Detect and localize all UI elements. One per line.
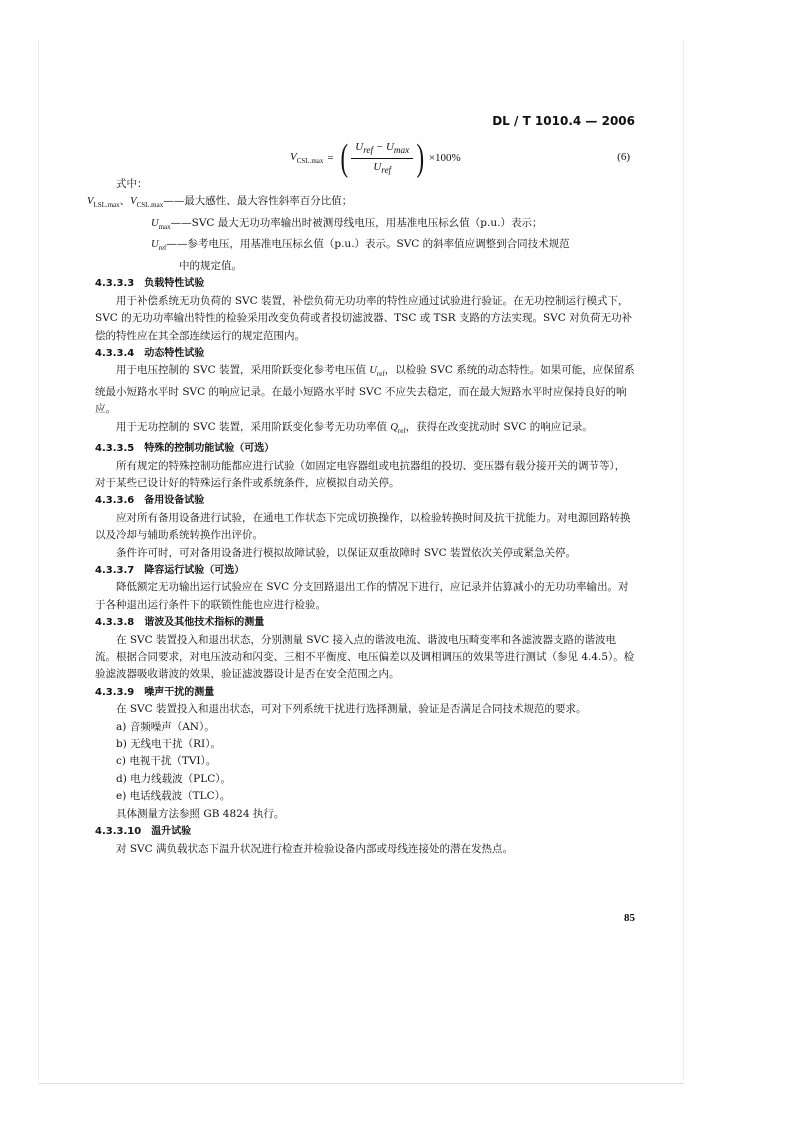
heading-4-3-3-3: 4.3.3.3 负载特性试验 xyxy=(95,278,205,290)
formula-lhs: $V_{CSL.max}$ xyxy=(290,150,324,166)
slope-formula xyxy=(290,136,461,180)
formula-equals: = xyxy=(327,152,334,164)
definition-umax-text: ——SVC 最大无功功率输出时被测母线电压，用基准电压标幺值（p.u.）表示； xyxy=(170,216,543,229)
definition-slope: $V_{LSL.max}$ 、 $V_{CSL.max}$ ——最大感性、最大容性斜率百分比值； xyxy=(87,193,635,215)
heading-4-3-3-7: 4.3.3.7 降容运行试验（可选） xyxy=(95,565,245,576)
equation-number: (6) xyxy=(617,151,630,163)
heading-4-3-3-4: 4.3.3.4 动态特性试验 xyxy=(95,347,205,359)
where-intro: 式中： xyxy=(116,178,148,190)
para-4-3-3-5: 所有规定的特殊控制功能都应进行试验（如固定电容器组或电抗器组的投切、变压器有载分接开关的调节等），对于某些已设计好的特殊运行条件或系统条件，应模拟自动关停。 xyxy=(95,459,626,489)
formula-fraction xyxy=(351,141,413,174)
para-4-3-3-9: 在 SVC 装置投入和退出状态，可对下列系统干扰进行选择测量，验证是否满足合同技术规范的要求。 xyxy=(116,703,587,716)
standard-number: DL / T 1010.4 — 2006 xyxy=(492,114,635,128)
scan-edge-left xyxy=(38,40,39,1080)
para-4-3-3-7: 降低额定无功输出运行试验应在 SVC 分支回路退出工作的情况下进行，应记录并估算减小的无功功率输出。对于各种退出运行条件下的联锁性能也应进行检验。 xyxy=(95,581,629,611)
definition-uref-text: ——参考电压，用基准电压标幺值（p.u.）表示。SVC 的斜率值应调整到合同技术规范 xyxy=(166,238,570,251)
heading-4-3-3-8: 4.3.3.8 谐波及其他技术指标的测量 xyxy=(95,617,265,629)
list-item: b) 无线电干扰（RI）。 xyxy=(116,738,221,751)
formula-open-paren: ( xyxy=(340,137,348,179)
definition-slope-text: ——最大感性、最大容性斜率百分比值； xyxy=(163,195,353,208)
formula-numerator: $U_{ref} - U_{max}$ xyxy=(351,141,413,158)
list-item: a) 音频噪声（AN）。 xyxy=(116,720,215,733)
list-item: c) 电视干扰（TVI）。 xyxy=(116,755,217,768)
definition-umax: $U_{max}——SVC$ 最大无功功率输出时被测母线电压，用基准电压标幺值（p.u.）表示； xyxy=(151,216,543,231)
list-item: e) 电话线载波（TLC）。 xyxy=(116,790,231,803)
heading-4-3-3-5: 4.3.3.5 特殊的控制功能试验（可选） xyxy=(95,443,275,455)
para-4-3-3-8: 在 SVC 装置投入和退出状态，分别测量 SVC 接入点的谐波电流、谐波电压畸变率和各滤波器支路的谐波电流。根据合同要求，对电压波动和闪变、三相不平衡度、电压偏差以及调相调压的效果等进行测试（参见 4.4.5）。检验滤波器吸收谐波的效果，验证滤波器设计是否在安全范围之内。 xyxy=(95,633,635,681)
definition-uref-cont: 中的规定值。 xyxy=(179,259,242,272)
heading-4-3-3-6: 4.3.3.6 备用设备试验 xyxy=(95,495,205,507)
heading-4-3-3-9: 4.3.3.9 噪声干扰的测量 xyxy=(95,686,215,698)
para-4-3-3-6-b: 条件许可时，可对备用设备进行模拟故障试验，以保证双重故障时 SVC 装置依次关停或紧急关停。 xyxy=(116,546,576,559)
para-4-3-3-3: 用于补偿系统无功负荷的 SVC 装置，补偿负荷无功功率的特性应通过试验进行验证。在无功控制运行模式下，SVC 的无功功率输出特性的检验采用改变负荷或者投切滤波器、TSC 或 TSR 支路的方法实现。SVC 对负荷无功补偿的特性应在其全部连续运行的规定范围内。 xyxy=(95,294,633,342)
formula-tail: ×100% xyxy=(428,152,461,164)
definition-uref: $U_{ref}——$参考电压，用基准电压标幺值（p.u.）表示。SVC 的斜率值应调整到合同技术规范 xyxy=(151,238,570,253)
para-4-3-3-4-b: 用于无功控制的 SVC 装置，采用阶跃变化参考无功功率值 $Q_{ref}$，获得在改变扰动时 SVC 的响应记录。 xyxy=(116,420,593,435)
body-text xyxy=(87,176,635,858)
para-4-3-3-4-a: 用于电压控制的 SVC 装置，采用阶跃变化参考电压值 $U_{ref}$，以检验 SVC 系统的动态特性。如果可能，应保留系统最小短路水平时 SVC 的响应记录。在最小短路水平时 SVC 不应失去稳定，而在最大短路水平时应保持良好的响应。 xyxy=(95,364,635,416)
list-item: d) 电力线载波（PLC）。 xyxy=(116,772,231,785)
formula-denominator: $U_{ref}$ xyxy=(373,160,392,175)
para-4-3-3-6-a: 应对所有备用设备进行试验，在通电工作状态下完成切换操作，以检验转换时间及抗干扰能力。对电源回路转换以及冷却与辅助系统转换作出评价。 xyxy=(95,511,631,542)
scan-bottom-rule xyxy=(38,1083,684,1084)
para-4-3-3-10: 对 SVC 满负载状态下温升状况进行检查并检验设备内部或母线连接处的潜在发热点。 xyxy=(116,842,513,855)
heading-4-3-3-10: 4.3.3.10 温升试验 xyxy=(95,826,192,838)
page-number: 85 xyxy=(624,912,635,924)
scan-edge-right xyxy=(683,40,684,1080)
para-4-3-3-9-method: 具体测量方法参照 GB 4824 执行。 xyxy=(116,807,285,820)
formula-close-paren: ) xyxy=(416,137,425,179)
